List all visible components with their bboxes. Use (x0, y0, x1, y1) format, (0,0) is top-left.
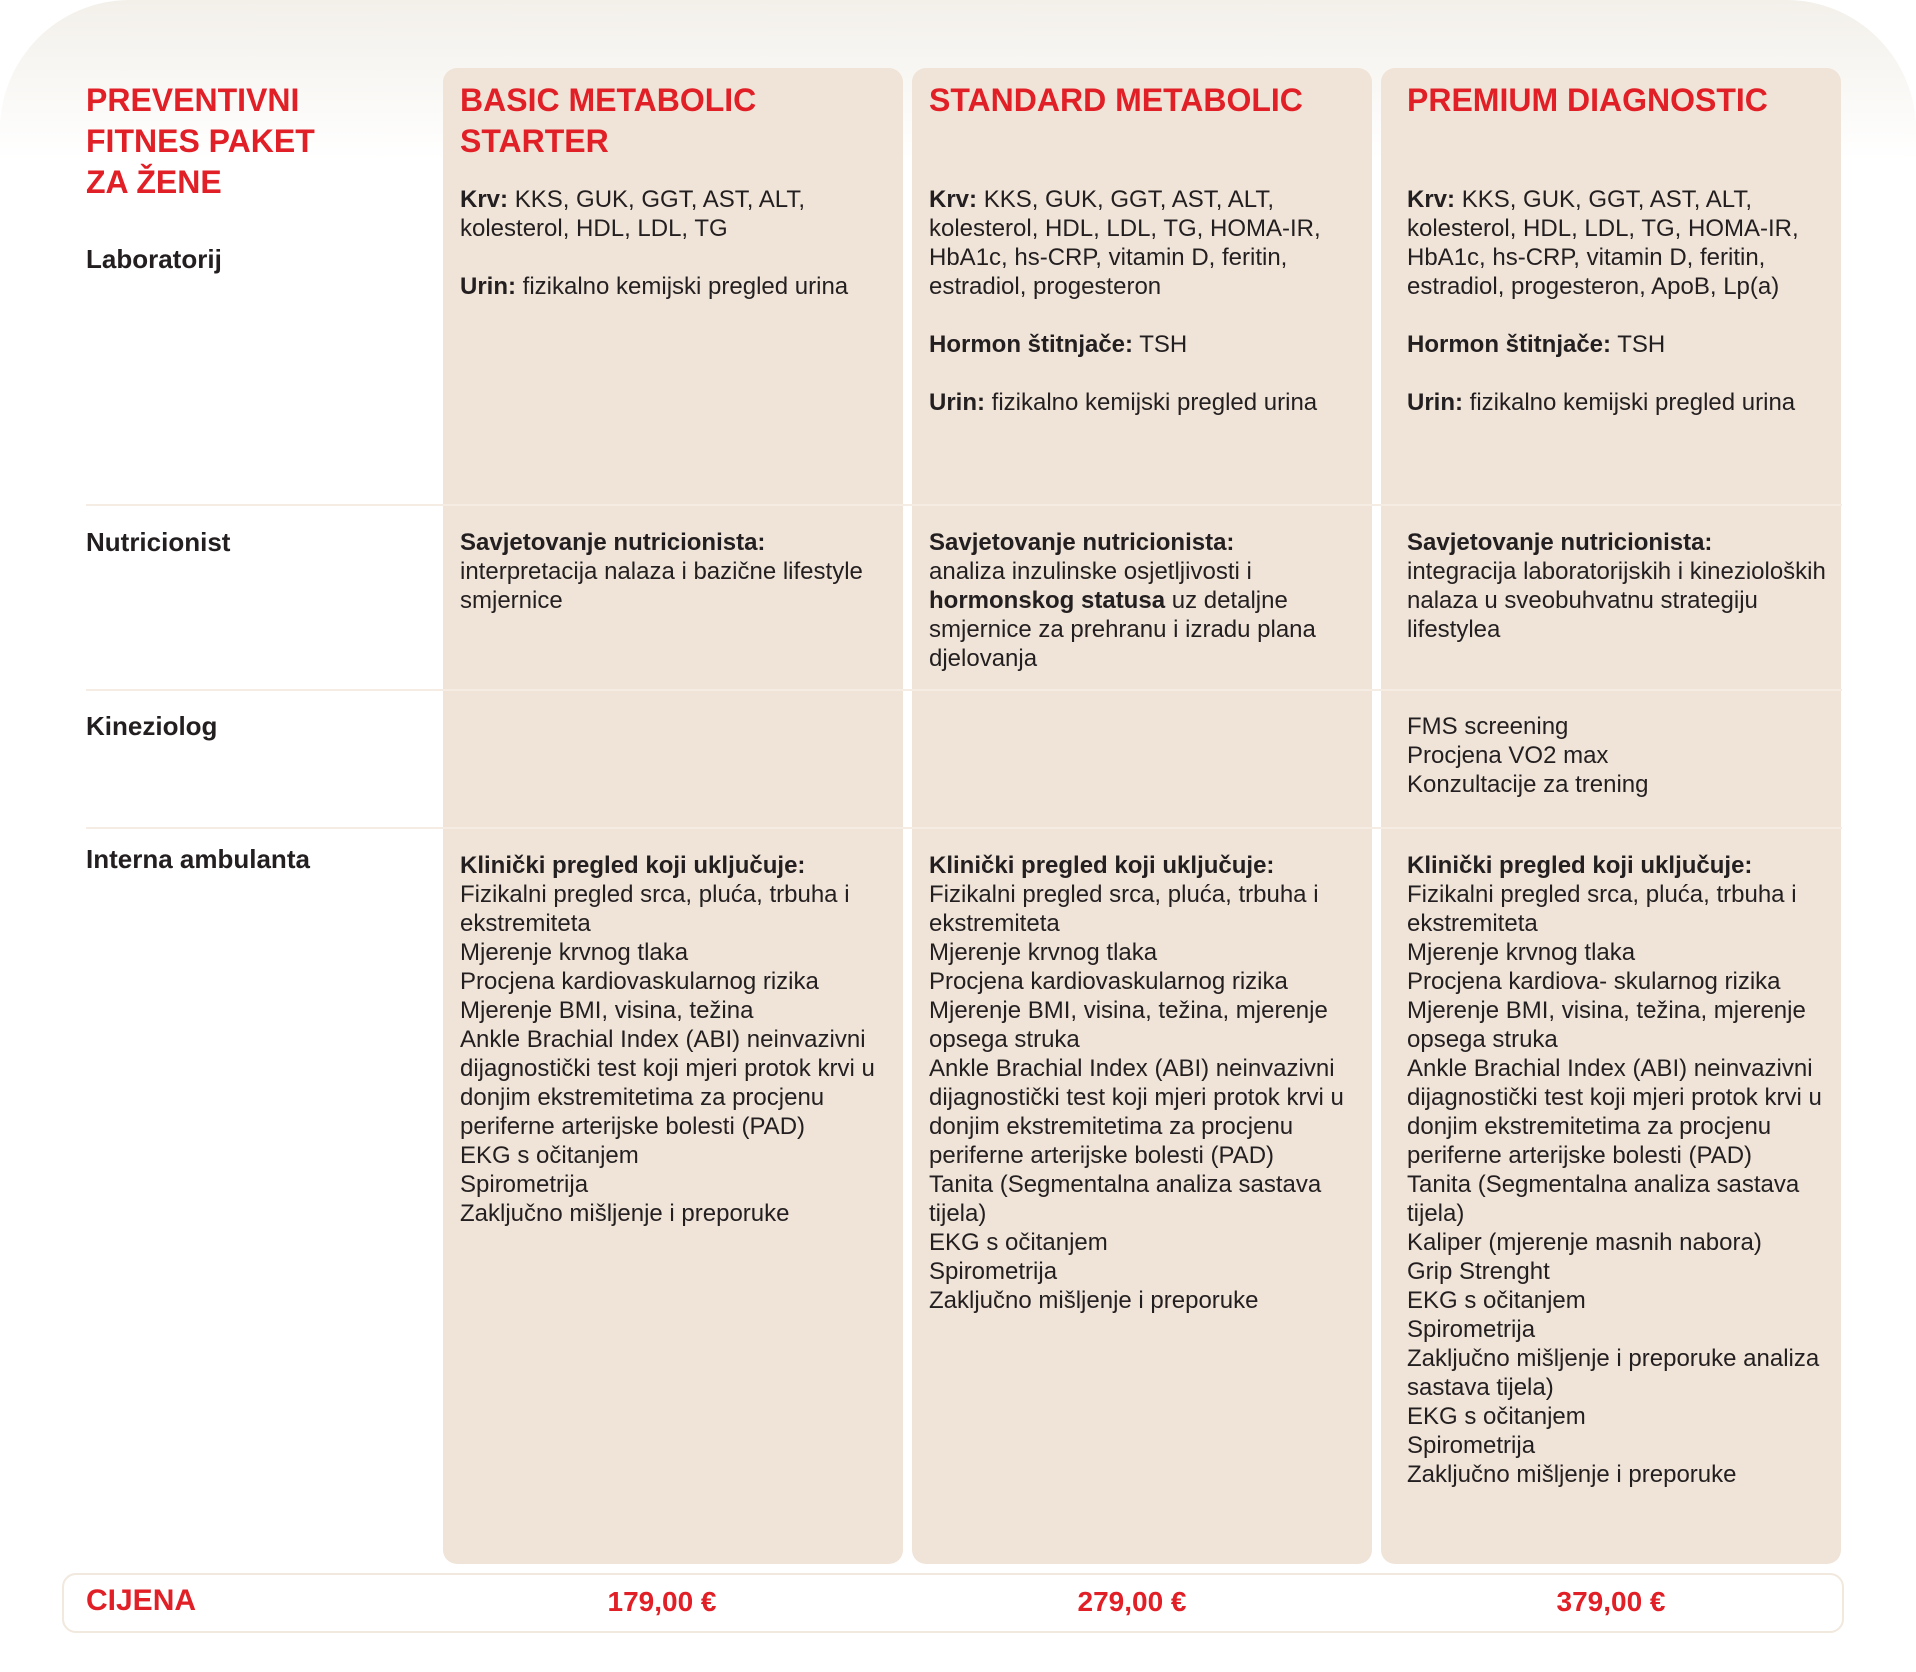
kinez-cell-premium (1407, 712, 1832, 799)
list-item: Grip Strenght (1407, 1258, 1550, 1285)
price-standard: 279,00 € (1077, 1586, 1187, 1617)
list-item: Procjena kardiova- skularnog rizika (1407, 968, 1781, 995)
row-label-nutricionist: Nutricionist (86, 527, 231, 557)
nutri-cell-standard: Savjetovanje nutricionista: analiza inzulinske osjetljivosti i hormonskog statusa uz detaljne smjernice za prehranu i izradu plana djelovanja (929, 529, 1316, 672)
list-item: Spirometrija (1407, 1316, 1536, 1343)
list-item: Fizikalni pregled srca, pluća, trbuha i ekstremiteta (460, 881, 850, 937)
list-item: EKG s očitanjem (460, 1142, 639, 1169)
list-item: EKG s očitanjem (1407, 1403, 1586, 1430)
list-item: Mjerenje BMI, visina, težina (460, 997, 754, 1024)
row-label-laboratorij: Laboratorij (86, 244, 222, 274)
price-premium: 379,00 € (1556, 1586, 1666, 1617)
list-item: Mjerenje krvnog tlaka (460, 939, 689, 966)
list-item: Spirometrija (929, 1258, 1058, 1285)
list-item: Kaliper (mjerenje masnih nabora) (1407, 1229, 1762, 1256)
list-item: Spirometrija (1407, 1432, 1536, 1459)
list-item: FMS screening (1407, 713, 1569, 740)
package-title-premium: PREMIUM DIAGNOSTIC (1407, 82, 1768, 118)
lab-blood-standard: Krv: KKS, GUK, GGT, AST, ALT, kolesterol, HDL, LDL, TG, HOMA-IR, HbA1c, hs-CRP, vitamin D, feritin, estradiol, progesteron (929, 186, 1321, 300)
lab-urine-basic: Urin: fizikalno kemijski pregled urina (460, 273, 849, 300)
list-item: Mjerenje BMI, visina, težina, mjerenje opsega struka (929, 997, 1328, 1053)
list-item: EKG s očitanjem (929, 1229, 1108, 1256)
price-label: CIJENA (86, 1584, 197, 1617)
interna-cell-standard: Klinički pregled koji uključuje: Fizikalni pregled srca, pluća, trbuha i ekstremiteta Mjerenje krvnog tlaka Procjena kardiovaskularnog rizika Mjerenje BMI, visina, težina, mjerenje opsega struka Ankle Brachial Index (ABI) neinvazivni dijagnostički test koji mjeri protok krvi u donjim ekstremitetima za procjenu periferne arterijske bolesti (PAD) Tanita (Segmentalna analiza sastava tijela) EKG s očitanjem Spirometrija Zaključno mišljenje i preporuke (929, 851, 1354, 1315)
row-divider (86, 504, 1842, 506)
price-basic: 179,00 € (607, 1586, 717, 1617)
list-item: Ankle Brachial Index (ABI) neinvazivni dijagnostički test koji mjeri protok krvi u donjim ekstremitetima za procjenu periferne arterijske bolesti (PAD) (460, 1026, 875, 1140)
list-item: EKG s očitanjem (1407, 1287, 1586, 1314)
list-item: Ankle Brachial Index (ABI) neinvazivni dijagnostički test koji mjeri protok krvi u donjim ekstremitetima za procjenu periferne arterijske bolesti (PAD) (1407, 1055, 1822, 1169)
interna-cell-basic: Klinički pregled koji uključuje: Fizikalni pregled srca, pluća, trbuha i ekstremiteta Mjerenje krvnog tlaka Procjena kardiovaskularnog rizika Mjerenje BMI, visina, težina Ankle Brachial Index (ABI) neinvazivni dijagnostički test koji mjeri protok krvi u donjim ekstremitetima za procjenu periferne arterijske bolesti (PAD) EKG s očitanjem Spirometrija Zaključno mišljenje i preporuke (460, 851, 885, 1228)
page-title: PREVENTIVNI FITNES PAKET ZA ŽENE (86, 82, 315, 200)
list-item: Tanita (Segmentalna analiza sastava tijela) (1407, 1171, 1800, 1227)
lab-cell-basic (460, 185, 885, 301)
nutri-cell-basic: Savjetovanje nutricionista: interpretacija nalaza i bazične lifestyle smjernice (460, 529, 863, 614)
list-item: Zaključno mišljenje i preporuke (460, 1200, 790, 1227)
list-item: Fizikalni pregled srca, pluća, trbuha i ekstremiteta (929, 881, 1319, 937)
list-item: Konzultacije za trening (1407, 771, 1649, 798)
lab-thyroid-standard: Hormon štitnjače: TSH (929, 331, 1188, 358)
lab-urine-premium: Urin: fizikalno kemijski pregled urina (1407, 389, 1796, 416)
list-item: Procjena VO2 max (1407, 742, 1609, 769)
list-item: Zaključno mišljenje i preporuke (929, 1287, 1259, 1314)
list-item: Fizikalni pregled srca, pluća, trbuha i ekstremiteta (1407, 881, 1797, 937)
row-label-interna: Interna ambulanta (86, 844, 310, 874)
list-item: Procjena kardiovaskularnog rizika (460, 968, 819, 995)
row-label-kineziolog: Kineziolog (86, 711, 218, 741)
interna-cell-premium: Klinički pregled koji uključuje: Fizikalni pregled srca, pluća, trbuha i ekstremiteta Mjerenje krvnog tlaka Procjena kardiova- skularnog rizika Mjerenje BMI, visina, težina, mjerenje opsega struka Ankle Brachial Index (ABI) neinvazivni dijagnostički test koji mjeri protok krvi u donjim ekstremitetima za procjenu periferne arterijske bolesti (PAD) Tanita (Segmentalna analiza sastava tijela) Kaliper (mjerenje masnih nabora) Grip Strenght EKG s očitanjem Spirometrija Zaključno mišljenje i preporuke analiza sastava tijela) EKG s očitanjem Spirometrija Zaključno mišljenje i preporuke (1407, 851, 1832, 1489)
list-item: Mjerenje BMI, visina, težina, mjerenje opsega struka (1407, 997, 1806, 1053)
package-title-standard: STANDARD METABOLIC (929, 82, 1303, 118)
lab-cell-premium (1407, 185, 1832, 417)
row-divider (86, 689, 1842, 691)
lab-thyroid-premium: Hormon štitnjače: TSH (1407, 331, 1666, 358)
package-title-basic: BASIC METABOLIC STARTER (460, 82, 757, 159)
list-item: Mjerenje krvnog tlaka (1407, 939, 1636, 966)
list-item: Zaključno mišljenje i preporuke (1407, 1461, 1737, 1488)
lab-cell-standard (929, 185, 1354, 417)
lab-blood-premium: Krv: KKS, GUK, GGT, AST, ALT, kolesterol, HDL, LDL, TG, HOMA-IR, HbA1c, hs-CRP, vitamin D, feritin, estradiol, progesteron, ApoB, Lp(a) (1407, 186, 1799, 300)
list-item: Procjena kardiovaskularnog rizika (929, 968, 1288, 995)
row-divider (86, 827, 1842, 829)
list-item: Zaključno mišljenje i preporuke analiza sastava tijela) (1407, 1345, 1820, 1401)
list-item: Tanita (Segmentalna analiza sastava tijela) (929, 1171, 1322, 1227)
nutri-cell-premium: Savjetovanje nutricionista: integracija laboratorijskih i kinezioloških nalaza u sveobuhvatnu strategiju lifestylea (1407, 529, 1826, 643)
list-item: Ankle Brachial Index (ABI) neinvazivni dijagnostički test koji mjeri protok krvi u donjim ekstremitetima za procjenu periferne arterijske bolesti (PAD) (929, 1055, 1344, 1169)
list-item: Mjerenje krvnog tlaka (929, 939, 1158, 966)
lab-blood-basic: Krv: KKS, GUK, GGT, AST, ALT, kolesterol, HDL, LDL, TG (460, 186, 806, 242)
lab-urine-standard: Urin: fizikalno kemijski pregled urina (929, 389, 1318, 416)
list-item: Spirometrija (460, 1171, 589, 1198)
